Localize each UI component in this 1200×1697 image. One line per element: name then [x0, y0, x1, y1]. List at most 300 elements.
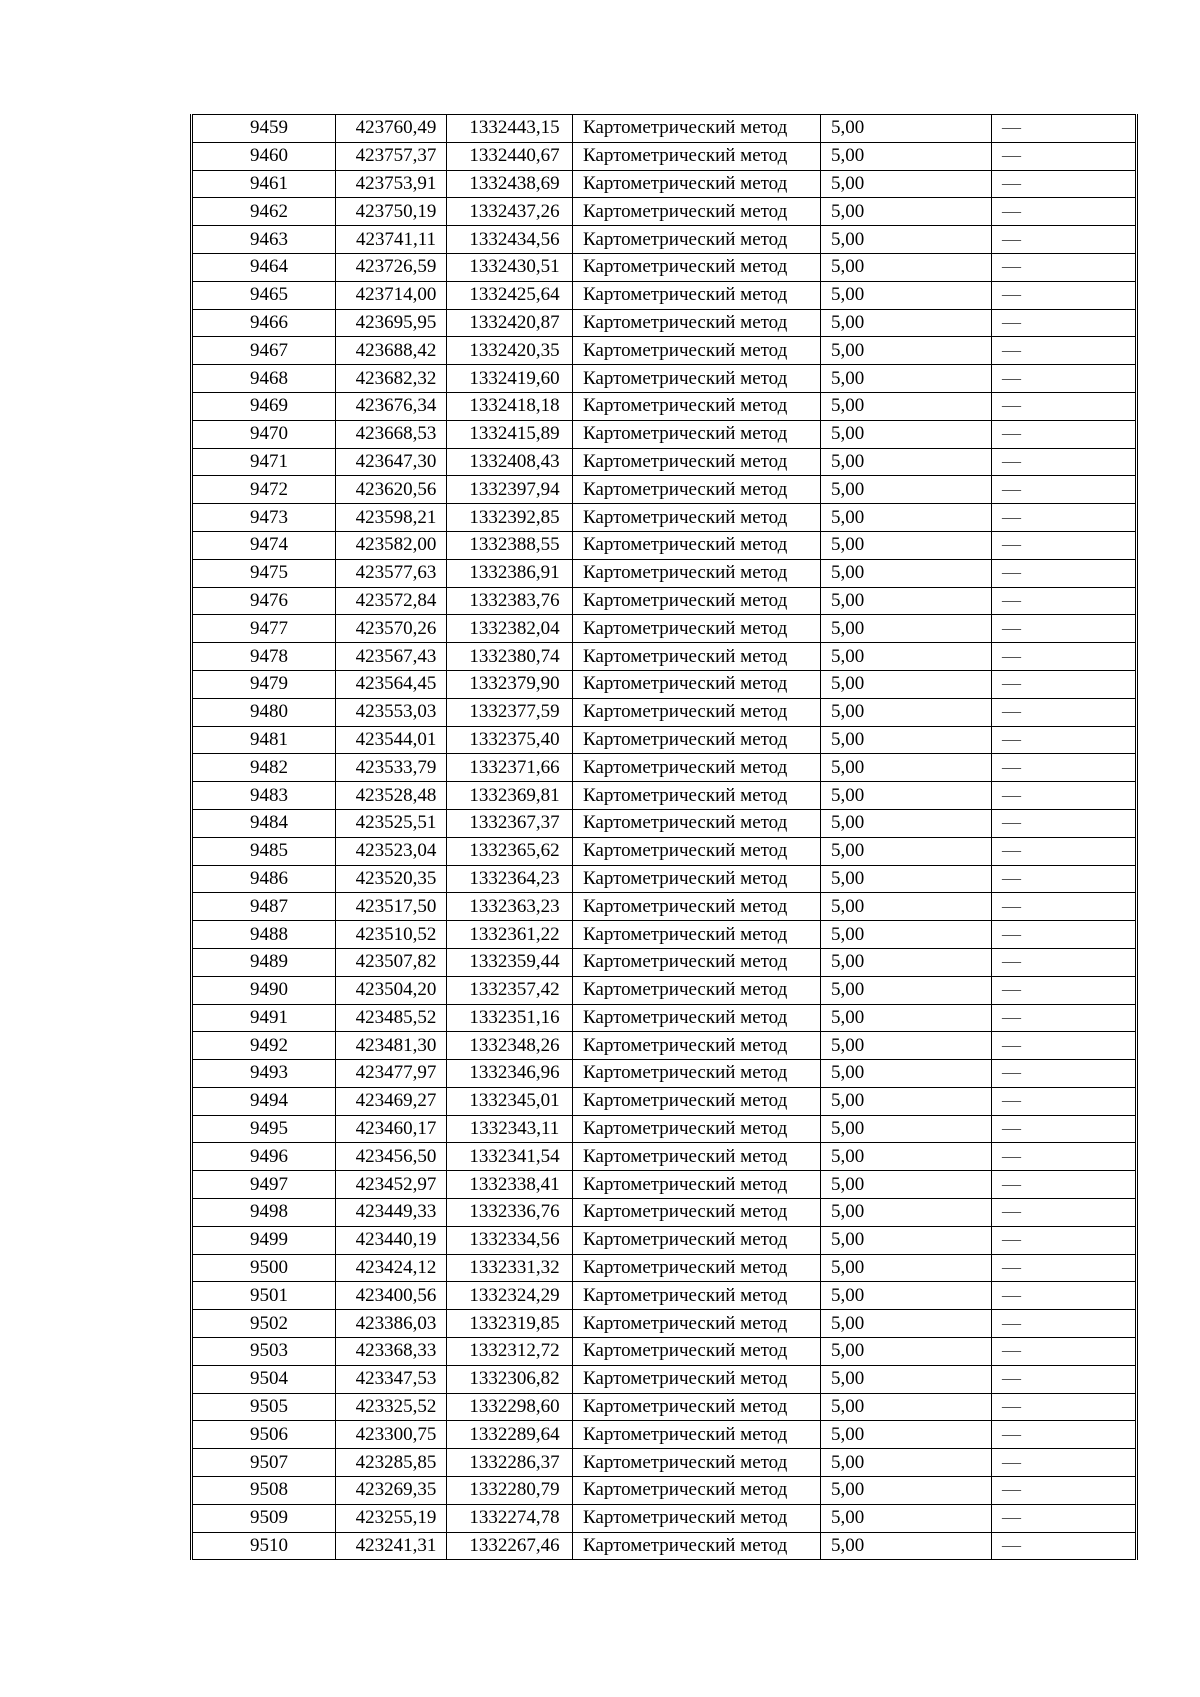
y-coordinate-cell: 1332379,90 — [447, 670, 573, 698]
y-coordinate-cell: 1332363,23 — [447, 893, 573, 921]
x-coordinate-cell: 423760,49 — [336, 115, 447, 143]
table-row — [192, 1032, 1137, 1060]
point-number-cell: 9486 — [192, 865, 336, 893]
x-coordinate-cell: 423582,00 — [336, 531, 447, 559]
method-cell: Картометрический метод — [573, 420, 821, 448]
y-coordinate-cell: 1332267,46 — [447, 1532, 573, 1560]
accuracy-cell: 5,00 — [821, 115, 992, 143]
accuracy-cell: 5,00 — [821, 531, 992, 559]
x-coordinate-cell: 423300,75 — [336, 1421, 447, 1449]
accuracy-cell: 5,00 — [821, 1310, 992, 1338]
y-coordinate-cell: 1332341,54 — [447, 1143, 573, 1171]
y-coordinate-cell: 1332336,76 — [447, 1199, 573, 1227]
x-coordinate-cell: 423285,85 — [336, 1449, 447, 1477]
y-coordinate-cell: 1332392,85 — [447, 504, 573, 532]
accuracy-cell: 5,00 — [821, 643, 992, 671]
point-number-cell: 9473 — [192, 504, 336, 532]
x-coordinate-cell: 423424,12 — [336, 1254, 447, 1282]
method-cell: Картометрический метод — [573, 670, 821, 698]
y-coordinate-cell: 1332331,32 — [447, 1254, 573, 1282]
table-row — [192, 420, 1137, 448]
table-row — [192, 726, 1137, 754]
x-coordinate-cell: 423504,20 — [336, 976, 447, 1004]
table-row — [192, 837, 1137, 865]
table-row — [192, 670, 1137, 698]
method-cell: Картометрический метод — [573, 1393, 821, 1421]
note-cell: — — [992, 392, 1137, 420]
note-cell: — — [992, 1032, 1137, 1060]
y-coordinate-cell: 1332289,64 — [447, 1421, 573, 1449]
y-coordinate-cell: 1332343,11 — [447, 1115, 573, 1143]
y-coordinate-cell: 1332440,67 — [447, 142, 573, 170]
y-coordinate-cell: 1332420,87 — [447, 309, 573, 337]
accuracy-cell: 5,00 — [821, 1226, 992, 1254]
table-row — [192, 1338, 1137, 1366]
x-coordinate-cell: 423386,03 — [336, 1310, 447, 1338]
x-coordinate-cell: 423564,45 — [336, 670, 447, 698]
point-number-cell: 9509 — [192, 1504, 336, 1532]
point-number-cell: 9472 — [192, 476, 336, 504]
table-row — [192, 1115, 1137, 1143]
y-coordinate-cell: 1332383,76 — [447, 587, 573, 615]
x-coordinate-cell: 423714,00 — [336, 281, 447, 309]
note-cell: — — [992, 1115, 1137, 1143]
method-cell: Картометрический метод — [573, 531, 821, 559]
accuracy-cell: 5,00 — [821, 1393, 992, 1421]
note-cell: — — [992, 531, 1137, 559]
point-number-cell: 9460 — [192, 142, 336, 170]
table-row — [192, 142, 1137, 170]
accuracy-cell: 5,00 — [821, 309, 992, 337]
table-row — [192, 115, 1137, 143]
x-coordinate-cell: 423477,97 — [336, 1060, 447, 1088]
point-number-cell: 9474 — [192, 531, 336, 559]
accuracy-cell: 5,00 — [821, 921, 992, 949]
method-cell: Картометрический метод — [573, 1282, 821, 1310]
y-coordinate-cell: 1332419,60 — [447, 365, 573, 393]
note-cell: — — [992, 782, 1137, 810]
y-coordinate-cell: 1332443,15 — [447, 115, 573, 143]
method-cell: Картометрический метод — [573, 1004, 821, 1032]
accuracy-cell: 5,00 — [821, 1477, 992, 1505]
y-coordinate-cell: 1332357,42 — [447, 976, 573, 1004]
method-cell: Картометрический метод — [573, 1338, 821, 1366]
table-row — [192, 365, 1137, 393]
point-number-cell: 9463 — [192, 226, 336, 254]
accuracy-cell: 5,00 — [821, 1060, 992, 1088]
y-coordinate-cell: 1332324,29 — [447, 1282, 573, 1310]
table-row — [192, 448, 1137, 476]
point-number-cell: 9464 — [192, 253, 336, 281]
note-cell: — — [992, 198, 1137, 226]
x-coordinate-cell: 423440,19 — [336, 1226, 447, 1254]
method-cell: Картометрический метод — [573, 1532, 821, 1560]
method-cell: Картометрический метод — [573, 1032, 821, 1060]
note-cell: — — [992, 309, 1137, 337]
table-row — [192, 1254, 1137, 1282]
note-cell: — — [992, 281, 1137, 309]
point-number-cell: 9501 — [192, 1282, 336, 1310]
point-number-cell: 9489 — [192, 948, 336, 976]
table-row — [192, 754, 1137, 782]
table-row — [192, 615, 1137, 643]
note-cell: — — [992, 643, 1137, 671]
x-coordinate-cell: 423567,43 — [336, 643, 447, 671]
point-number-cell: 9476 — [192, 587, 336, 615]
x-coordinate-cell: 423668,53 — [336, 420, 447, 448]
method-cell: Картометрический метод — [573, 782, 821, 810]
accuracy-cell: 5,00 — [821, 198, 992, 226]
method-cell: Картометрический метод — [573, 921, 821, 949]
point-number-cell: 9496 — [192, 1143, 336, 1171]
note-cell: — — [992, 1421, 1137, 1449]
method-cell: Картометрический метод — [573, 115, 821, 143]
point-number-cell: 9471 — [192, 448, 336, 476]
accuracy-cell: 5,00 — [821, 1449, 992, 1477]
point-number-cell: 9507 — [192, 1449, 336, 1477]
method-cell: Картометрический метод — [573, 643, 821, 671]
note-cell: — — [992, 1532, 1137, 1560]
method-cell: Картометрический метод — [573, 948, 821, 976]
method-cell: Картометрический метод — [573, 337, 821, 365]
note-cell: — — [992, 1504, 1137, 1532]
method-cell: Картометрический метод — [573, 1199, 821, 1227]
y-coordinate-cell: 1332425,64 — [447, 281, 573, 309]
note-cell: — — [992, 1199, 1137, 1227]
document-page — [190, 114, 1135, 1560]
y-coordinate-cell: 1332369,81 — [447, 782, 573, 810]
table-row — [192, 504, 1137, 532]
x-coordinate-cell: 423647,30 — [336, 448, 447, 476]
method-cell: Картометрический метод — [573, 226, 821, 254]
method-cell: Картометрический метод — [573, 1504, 821, 1532]
y-coordinate-cell: 1332298,60 — [447, 1393, 573, 1421]
note-cell: — — [992, 226, 1137, 254]
y-coordinate-cell: 1332386,91 — [447, 559, 573, 587]
accuracy-cell: 5,00 — [821, 1254, 992, 1282]
coordinates-table-body — [192, 115, 1137, 1560]
note-cell: — — [992, 893, 1137, 921]
accuracy-cell: 5,00 — [821, 615, 992, 643]
note-cell: — — [992, 921, 1137, 949]
table-row — [192, 809, 1137, 837]
note-cell: — — [992, 670, 1137, 698]
accuracy-cell: 5,00 — [821, 782, 992, 810]
table-row — [192, 1477, 1137, 1505]
accuracy-cell: 5,00 — [821, 948, 992, 976]
note-cell: — — [992, 170, 1137, 198]
note-cell: — — [992, 698, 1137, 726]
method-cell: Картометрический метод — [573, 559, 821, 587]
x-coordinate-cell: 423347,53 — [336, 1365, 447, 1393]
table-row — [192, 281, 1137, 309]
table-row — [192, 893, 1137, 921]
x-coordinate-cell: 423695,95 — [336, 309, 447, 337]
accuracy-cell: 5,00 — [821, 504, 992, 532]
note-cell: — — [992, 1226, 1137, 1254]
point-number-cell: 9510 — [192, 1532, 336, 1560]
table-row — [192, 1421, 1137, 1449]
method-cell: Картометрический метод — [573, 1254, 821, 1282]
table-row — [192, 921, 1137, 949]
x-coordinate-cell: 423726,59 — [336, 253, 447, 281]
accuracy-cell: 5,00 — [821, 448, 992, 476]
method-cell: Картометрический метод — [573, 615, 821, 643]
method-cell: Картометрический метод — [573, 1449, 821, 1477]
table-row — [192, 643, 1137, 671]
point-number-cell: 9484 — [192, 809, 336, 837]
table-row — [192, 337, 1137, 365]
note-cell: — — [992, 837, 1137, 865]
method-cell: Картометрический метод — [573, 170, 821, 198]
accuracy-cell: 5,00 — [821, 1338, 992, 1366]
method-cell: Картометрический метод — [573, 281, 821, 309]
note-cell: — — [992, 615, 1137, 643]
y-coordinate-cell: 1332375,40 — [447, 726, 573, 754]
accuracy-cell: 5,00 — [821, 1504, 992, 1532]
x-coordinate-cell: 423325,52 — [336, 1393, 447, 1421]
note-cell: — — [992, 754, 1137, 782]
note-cell: — — [992, 976, 1137, 1004]
point-number-cell: 9481 — [192, 726, 336, 754]
x-coordinate-cell: 423456,50 — [336, 1143, 447, 1171]
y-coordinate-cell: 1332415,89 — [447, 420, 573, 448]
point-number-cell: 9468 — [192, 365, 336, 393]
x-coordinate-cell: 423510,52 — [336, 921, 447, 949]
method-cell: Картометрический метод — [573, 1310, 821, 1338]
accuracy-cell: 5,00 — [821, 670, 992, 698]
x-coordinate-cell: 423753,91 — [336, 170, 447, 198]
point-number-cell: 9492 — [192, 1032, 336, 1060]
accuracy-cell: 5,00 — [821, 170, 992, 198]
point-number-cell: 9502 — [192, 1310, 336, 1338]
point-number-cell: 9467 — [192, 337, 336, 365]
method-cell: Картометрический метод — [573, 976, 821, 1004]
note-cell: — — [992, 1449, 1137, 1477]
method-cell: Картометрический метод — [573, 1060, 821, 1088]
accuracy-cell: 5,00 — [821, 1421, 992, 1449]
point-number-cell: 9475 — [192, 559, 336, 587]
accuracy-cell: 5,00 — [821, 337, 992, 365]
method-cell: Картометрический метод — [573, 142, 821, 170]
table-row — [192, 1449, 1137, 1477]
accuracy-cell: 5,00 — [821, 1365, 992, 1393]
y-coordinate-cell: 1332418,18 — [447, 392, 573, 420]
method-cell: Картометрический метод — [573, 1115, 821, 1143]
point-number-cell: 9504 — [192, 1365, 336, 1393]
note-cell: — — [992, 365, 1137, 393]
table-row — [192, 170, 1137, 198]
x-coordinate-cell: 423682,32 — [336, 365, 447, 393]
accuracy-cell: 5,00 — [821, 1032, 992, 1060]
x-coordinate-cell: 423572,84 — [336, 587, 447, 615]
table-row — [192, 1365, 1137, 1393]
point-number-cell: 9483 — [192, 782, 336, 810]
note-cell: — — [992, 726, 1137, 754]
table-row — [192, 531, 1137, 559]
x-coordinate-cell: 423449,33 — [336, 1199, 447, 1227]
y-coordinate-cell: 1332364,23 — [447, 865, 573, 893]
y-coordinate-cell: 1332348,26 — [447, 1032, 573, 1060]
method-cell: Картометрический метод — [573, 253, 821, 281]
point-number-cell: 9459 — [192, 115, 336, 143]
method-cell: Картометрический метод — [573, 1226, 821, 1254]
y-coordinate-cell: 1332338,41 — [447, 1171, 573, 1199]
point-number-cell: 9482 — [192, 754, 336, 782]
y-coordinate-cell: 1332380,74 — [447, 643, 573, 671]
y-coordinate-cell: 1332345,01 — [447, 1087, 573, 1115]
method-cell: Картометрический метод — [573, 476, 821, 504]
note-cell: — — [992, 448, 1137, 476]
x-coordinate-cell: 423598,21 — [336, 504, 447, 532]
accuracy-cell: 5,00 — [821, 226, 992, 254]
method-cell: Картометрический метод — [573, 198, 821, 226]
table-row — [192, 1199, 1137, 1227]
point-number-cell: 9499 — [192, 1226, 336, 1254]
method-cell: Картометрический метод — [573, 1087, 821, 1115]
accuracy-cell: 5,00 — [821, 809, 992, 837]
table-row — [192, 1004, 1137, 1032]
point-number-cell: 9505 — [192, 1393, 336, 1421]
accuracy-cell: 5,00 — [821, 726, 992, 754]
x-coordinate-cell: 423485,52 — [336, 1004, 447, 1032]
accuracy-cell: 5,00 — [821, 420, 992, 448]
point-number-cell: 9490 — [192, 976, 336, 1004]
x-coordinate-cell: 423688,42 — [336, 337, 447, 365]
table-row — [192, 976, 1137, 1004]
table-row — [192, 1143, 1137, 1171]
method-cell: Картометрический метод — [573, 448, 821, 476]
note-cell: — — [992, 1393, 1137, 1421]
point-number-cell: 9493 — [192, 1060, 336, 1088]
y-coordinate-cell: 1332365,62 — [447, 837, 573, 865]
table-row — [192, 226, 1137, 254]
x-coordinate-cell: 423750,19 — [336, 198, 447, 226]
accuracy-cell: 5,00 — [821, 1087, 992, 1115]
note-cell: — — [992, 1004, 1137, 1032]
point-number-cell: 9466 — [192, 309, 336, 337]
accuracy-cell: 5,00 — [821, 698, 992, 726]
x-coordinate-cell: 423255,19 — [336, 1504, 447, 1532]
x-coordinate-cell: 423507,82 — [336, 948, 447, 976]
table-row — [192, 1532, 1137, 1560]
note-cell: — — [992, 142, 1137, 170]
point-number-cell: 9478 — [192, 643, 336, 671]
accuracy-cell: 5,00 — [821, 1171, 992, 1199]
x-coordinate-cell: 423676,34 — [336, 392, 447, 420]
accuracy-cell: 5,00 — [821, 476, 992, 504]
table-row — [192, 1504, 1137, 1532]
x-coordinate-cell: 423553,03 — [336, 698, 447, 726]
point-number-cell: 9469 — [192, 392, 336, 420]
x-coordinate-cell: 423368,33 — [336, 1338, 447, 1366]
x-coordinate-cell: 423741,11 — [336, 226, 447, 254]
method-cell: Картометрический метод — [573, 726, 821, 754]
method-cell: Картометрический метод — [573, 1143, 821, 1171]
table-row — [192, 587, 1137, 615]
note-cell: — — [992, 1282, 1137, 1310]
table-row — [192, 948, 1137, 976]
note-cell: — — [992, 253, 1137, 281]
x-coordinate-cell: 423757,37 — [336, 142, 447, 170]
point-number-cell: 9500 — [192, 1254, 336, 1282]
x-coordinate-cell: 423469,27 — [336, 1087, 447, 1115]
y-coordinate-cell: 1332434,56 — [447, 226, 573, 254]
point-number-cell: 9487 — [192, 893, 336, 921]
method-cell: Картометрический метод — [573, 1477, 821, 1505]
x-coordinate-cell: 423400,56 — [336, 1282, 447, 1310]
method-cell: Картометрический метод — [573, 698, 821, 726]
accuracy-cell: 5,00 — [821, 865, 992, 893]
table-row — [192, 253, 1137, 281]
accuracy-cell: 5,00 — [821, 392, 992, 420]
accuracy-cell: 5,00 — [821, 1532, 992, 1560]
x-coordinate-cell: 423269,35 — [336, 1477, 447, 1505]
y-coordinate-cell: 1332371,66 — [447, 754, 573, 782]
y-coordinate-cell: 1332274,78 — [447, 1504, 573, 1532]
method-cell: Картометрический метод — [573, 392, 821, 420]
accuracy-cell: 5,00 — [821, 1282, 992, 1310]
y-coordinate-cell: 1332319,85 — [447, 1310, 573, 1338]
method-cell: Картометрический метод — [573, 754, 821, 782]
point-number-cell: 9462 — [192, 198, 336, 226]
y-coordinate-cell: 1332312,72 — [447, 1338, 573, 1366]
note-cell: — — [992, 1477, 1137, 1505]
point-number-cell: 9470 — [192, 420, 336, 448]
table-row — [192, 698, 1137, 726]
method-cell: Картометрический метод — [573, 504, 821, 532]
y-coordinate-cell: 1332437,26 — [447, 198, 573, 226]
point-number-cell: 9461 — [192, 170, 336, 198]
y-coordinate-cell: 1332430,51 — [447, 253, 573, 281]
point-number-cell: 9497 — [192, 1171, 336, 1199]
method-cell: Картометрический метод — [573, 809, 821, 837]
method-cell: Картометрический метод — [573, 1365, 821, 1393]
y-coordinate-cell: 1332377,59 — [447, 698, 573, 726]
point-number-cell: 9495 — [192, 1115, 336, 1143]
accuracy-cell: 5,00 — [821, 1115, 992, 1143]
y-coordinate-cell: 1332346,96 — [447, 1060, 573, 1088]
note-cell: — — [992, 1365, 1137, 1393]
point-number-cell: 9494 — [192, 1087, 336, 1115]
note-cell: — — [992, 1171, 1137, 1199]
table-row — [192, 476, 1137, 504]
y-coordinate-cell: 1332408,43 — [447, 448, 573, 476]
accuracy-cell: 5,00 — [821, 1143, 992, 1171]
accuracy-cell: 5,00 — [821, 281, 992, 309]
table-row — [192, 392, 1137, 420]
note-cell: — — [992, 587, 1137, 615]
note-cell: — — [992, 1060, 1137, 1088]
coordinates-table — [190, 114, 1138, 1560]
table-row — [192, 1310, 1137, 1338]
x-coordinate-cell: 423460,17 — [336, 1115, 447, 1143]
note-cell: — — [992, 809, 1137, 837]
x-coordinate-cell: 423520,35 — [336, 865, 447, 893]
table-row — [192, 198, 1137, 226]
accuracy-cell: 5,00 — [821, 142, 992, 170]
method-cell: Картометрический метод — [573, 1171, 821, 1199]
y-coordinate-cell: 1332359,44 — [447, 948, 573, 976]
table-row — [192, 1171, 1137, 1199]
method-cell: Картометрический метод — [573, 309, 821, 337]
note-cell: — — [992, 337, 1137, 365]
point-number-cell: 9480 — [192, 698, 336, 726]
point-number-cell: 9506 — [192, 1421, 336, 1449]
y-coordinate-cell: 1332420,35 — [447, 337, 573, 365]
x-coordinate-cell: 423577,63 — [336, 559, 447, 587]
point-number-cell: 9488 — [192, 921, 336, 949]
